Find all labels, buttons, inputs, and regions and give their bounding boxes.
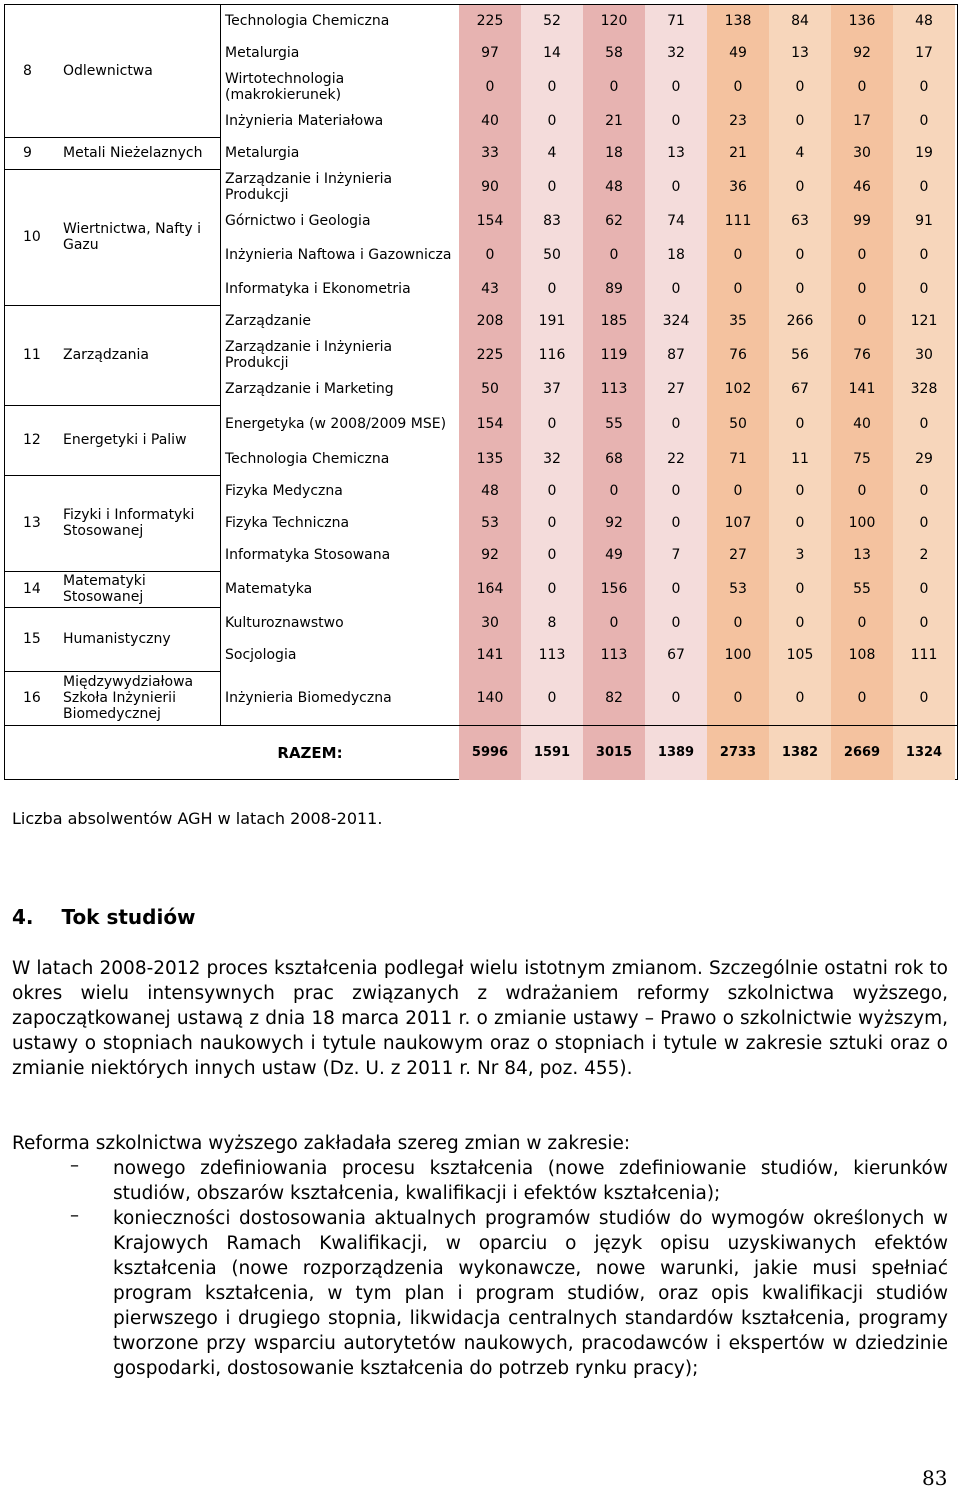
total-value-cell: 5996 (459, 726, 521, 780)
section-heading (12, 905, 196, 929)
table-row (221, 273, 955, 305)
specialization-cell: Zarządzanie i Inżynieria Produkcji (225, 339, 393, 371)
value-cell: 225 (459, 337, 521, 373)
value-cell: 19 (893, 137, 955, 169)
value-cell: 0 (521, 507, 583, 539)
value-cell: 18 (583, 137, 645, 169)
specialization-cell: Kulturoznawstwo (225, 615, 344, 631)
value-cell: 119 (583, 337, 645, 373)
table-row (221, 205, 955, 237)
specialization-cell: Górnictwo i Geologia (225, 213, 371, 229)
bullet-dash: – (70, 1155, 79, 1176)
specialization-cell: Energetyka (w 2008/2009 MSE) (225, 416, 447, 432)
total-value-cell: 2669 (831, 726, 893, 780)
specialization-cell: Informatyka i Ekonometria (225, 281, 411, 297)
table-row (221, 539, 955, 571)
value-cell: 37 (521, 373, 583, 405)
value-cell: 17 (831, 105, 893, 137)
value-cell: 0 (645, 507, 707, 539)
value-cell: 18 (645, 237, 707, 273)
value-cell: 23 (707, 105, 769, 137)
value-cell: 0 (645, 405, 707, 443)
table-row (221, 337, 955, 373)
value-cell: 111 (893, 639, 955, 671)
specialization-cell: Socjologia (225, 647, 297, 663)
value-cell: 29 (893, 443, 955, 475)
specialization-cell: Zarządzanie (225, 313, 312, 329)
department-name: Metali Nieżelaznych (55, 137, 221, 169)
department-divider (5, 671, 221, 672)
department-number: 8 (23, 63, 32, 79)
department-name: Odlewnictwa (55, 5, 221, 137)
value-cell: 0 (831, 671, 893, 725)
value-cell: 90 (459, 169, 521, 205)
value-cell: 49 (583, 539, 645, 571)
table-row (221, 405, 955, 443)
table-row (221, 305, 955, 337)
value-cell: 0 (645, 105, 707, 137)
value-cell: 92 (831, 37, 893, 69)
value-cell: 0 (831, 273, 893, 305)
value-cell: 0 (521, 105, 583, 137)
value-cell: 191 (521, 305, 583, 337)
value-cell: 0 (893, 105, 955, 137)
table-row (221, 671, 955, 725)
value-cell: 0 (893, 69, 955, 105)
total-value-cell: 1324 (893, 726, 955, 780)
table-row (221, 105, 955, 137)
department-number: 13 (23, 515, 41, 531)
value-cell: 68 (583, 443, 645, 475)
value-cell: 0 (769, 169, 831, 205)
specialization-cell: Zarządzanie i Inżynieria Produkcji (225, 171, 393, 203)
value-cell: 48 (893, 5, 955, 37)
value-cell: 0 (893, 571, 955, 607)
value-cell: 75 (831, 443, 893, 475)
table-row (221, 639, 955, 671)
graduates-table (4, 4, 958, 780)
value-cell: 138 (707, 5, 769, 37)
value-cell: 0 (583, 607, 645, 639)
specialization-cell: Wirtotechnologia (makrokierunek) (225, 71, 345, 103)
value-cell: 21 (707, 137, 769, 169)
value-cell: 49 (707, 37, 769, 69)
specialization-cell: Metalurgia (225, 145, 300, 161)
value-cell: 48 (459, 475, 521, 507)
department-number: 14 (23, 581, 41, 597)
value-cell: 3 (769, 539, 831, 571)
value-cell: 102 (707, 373, 769, 405)
value-cell: 0 (707, 273, 769, 305)
department-divider (5, 405, 221, 406)
value-cell: 40 (831, 405, 893, 443)
value-cell: 0 (521, 273, 583, 305)
value-cell: 156 (583, 571, 645, 607)
section-title: Tok studiów (61, 905, 196, 929)
value-cell: 0 (831, 237, 893, 273)
value-cell: 87 (645, 337, 707, 373)
value-cell: 0 (769, 105, 831, 137)
department-name: Energetyki i Paliw (55, 405, 221, 475)
value-cell: 141 (459, 639, 521, 671)
value-cell: 82 (583, 671, 645, 725)
value-cell: 27 (645, 373, 707, 405)
value-cell: 0 (707, 607, 769, 639)
value-cell: 52 (521, 5, 583, 37)
value-cell: 50 (459, 373, 521, 405)
value-cell: 67 (645, 639, 707, 671)
value-cell: 4 (521, 137, 583, 169)
value-cell: 30 (893, 337, 955, 373)
total-value-cell: 1389 (645, 726, 707, 780)
page-number: 83 (922, 1466, 948, 1490)
value-cell: 0 (769, 571, 831, 607)
value-cell: 83 (521, 205, 583, 237)
value-cell: 43 (459, 273, 521, 305)
department-name: Humanistyczny (55, 607, 221, 671)
value-cell: 120 (583, 5, 645, 37)
bullet-dash: – (70, 1205, 79, 1226)
value-cell: 48 (583, 169, 645, 205)
value-cell: 0 (893, 237, 955, 273)
value-cell: 30 (459, 607, 521, 639)
value-cell: 0 (893, 671, 955, 725)
value-cell: 71 (645, 5, 707, 37)
department-name: Matematyki Stosowanej (55, 571, 221, 607)
value-cell: 0 (769, 237, 831, 273)
value-cell: 0 (893, 273, 955, 305)
department-number: 15 (23, 631, 41, 647)
value-cell: 116 (521, 337, 583, 373)
department-divider (5, 305, 221, 306)
value-cell: 113 (521, 639, 583, 671)
specialization-cell: Inżynieria Biomedyczna (225, 690, 392, 706)
specialization-cell: Inżynieria Naftowa i Gazownicza (225, 247, 452, 263)
department-divider (5, 571, 221, 572)
value-cell: 0 (893, 607, 955, 639)
value-cell: 266 (769, 305, 831, 337)
value-cell: 324 (645, 305, 707, 337)
value-cell: 99 (831, 205, 893, 237)
value-cell: 53 (459, 507, 521, 539)
value-cell: 0 (521, 671, 583, 725)
value-cell: 113 (583, 373, 645, 405)
table-row (221, 607, 955, 639)
value-cell: 0 (893, 405, 955, 443)
table-row (221, 237, 955, 273)
value-cell: 0 (769, 507, 831, 539)
section-number: 4. (12, 905, 34, 929)
value-cell: 92 (583, 507, 645, 539)
value-cell: 46 (831, 169, 893, 205)
value-cell: 0 (583, 475, 645, 507)
value-cell: 0 (521, 539, 583, 571)
table-row (221, 507, 955, 539)
table-row (221, 475, 955, 507)
value-cell: 0 (645, 169, 707, 205)
value-cell: 136 (831, 5, 893, 37)
value-cell: 154 (459, 205, 521, 237)
value-cell: 185 (583, 305, 645, 337)
value-cell: 0 (893, 507, 955, 539)
value-cell: 58 (583, 37, 645, 69)
value-cell: 4 (769, 137, 831, 169)
value-cell: 55 (831, 571, 893, 607)
value-cell: 0 (893, 169, 955, 205)
value-cell: 40 (459, 105, 521, 137)
value-cell: 0 (459, 69, 521, 105)
specialization-cell: Metalurgia (225, 45, 300, 61)
value-cell: 50 (707, 405, 769, 443)
value-cell: 0 (645, 671, 707, 725)
value-cell: 135 (459, 443, 521, 475)
value-cell: 63 (769, 205, 831, 237)
value-cell: 89 (583, 273, 645, 305)
table-caption: Liczba absolwentów AGH w latach 2008-2011. (12, 809, 383, 828)
table-row (221, 37, 955, 69)
department-name: Fizyki i Informatyki Stosowanej (55, 475, 221, 571)
table-row (221, 69, 955, 105)
value-cell: 76 (707, 337, 769, 373)
table-row (221, 571, 955, 607)
value-cell: 107 (707, 507, 769, 539)
department-divider (5, 137, 221, 138)
value-cell: 0 (769, 475, 831, 507)
value-cell: 105 (769, 639, 831, 671)
department-name: Wiertnictwa, Nafty i Gazu (55, 169, 221, 305)
value-cell: 0 (769, 69, 831, 105)
value-cell: 67 (769, 373, 831, 405)
value-cell: 0 (645, 475, 707, 507)
value-cell: 84 (769, 5, 831, 37)
value-cell: 0 (521, 475, 583, 507)
value-cell: 0 (583, 69, 645, 105)
value-cell: 11 (769, 443, 831, 475)
specialization-cell: Matematyka (225, 581, 313, 597)
value-cell: 92 (459, 539, 521, 571)
value-cell: 328 (893, 373, 955, 405)
value-cell: 32 (521, 443, 583, 475)
value-cell: 0 (645, 69, 707, 105)
value-cell: 13 (769, 37, 831, 69)
value-cell: 91 (893, 205, 955, 237)
specialization-cell: Technologia Chemiczna (225, 451, 390, 467)
value-cell: 0 (459, 237, 521, 273)
department-name: Zarządzania (55, 305, 221, 405)
value-cell: 0 (831, 475, 893, 507)
value-cell: 14 (521, 37, 583, 69)
bullet-item: konieczności dostosowania aktualnych programów studiów do wymogów określonych w Krajowych Ramach Kwalifikacji, w oparciu o język opisu uzyskiwanych efektów kształcenia (nowe rozporządzenia wykonawcze, nowe warunki, jakie musi spełniać program kształcenia, w tym plan i program studiów, oraz opis kwalifikacji studiów pierwszego i drugiego stopnia, likwidacja centralnych standardów kształcenia, programy tworzone przy wsparciu autorytetów naukowych, pracodawców i ekspertów w dziedzinie gospodarki, dostosowanie kształcenia do potrzeb rynku pracy); (113, 1208, 948, 1379)
value-cell: 0 (893, 475, 955, 507)
value-cell: 121 (893, 305, 955, 337)
value-cell: 36 (707, 169, 769, 205)
value-cell: 100 (707, 639, 769, 671)
value-cell: 154 (459, 405, 521, 443)
value-cell: 0 (521, 69, 583, 105)
value-cell: 0 (831, 305, 893, 337)
value-cell: 0 (831, 607, 893, 639)
value-cell: 22 (645, 443, 707, 475)
department-divider (5, 169, 221, 170)
value-cell: 13 (831, 539, 893, 571)
value-cell: 71 (707, 443, 769, 475)
table-row (221, 373, 955, 405)
specialization-cell: Fizyka Techniczna (225, 515, 350, 531)
value-cell: 13 (645, 137, 707, 169)
department-divider (5, 607, 221, 608)
paragraph-intro: W latach 2008-2012 proces kształcenia podlegał wielu istotnym zmianom. Szczególnie ostatni rok to okres wielu intensywnych prac związanych z wdrażaniem reformy szkolnictwa wyższego, zapoczątkowanej ustawą z dnia 18 marca 2011 r. o zmianie ustawy – Prawo o szkolnictwie wyższym, ustawy o stopniach naukowych i tytule naukowym oraz o stopniach i tytule w zakresie sztuki oraz o zmianie niektórych innych ustaw (Dz. U. z 2011 r. Nr 84, poz. 455). (12, 958, 948, 1079)
value-cell: 0 (645, 571, 707, 607)
value-cell: 17 (893, 37, 955, 69)
specialization-cell: Inżynieria Materiałowa (225, 113, 384, 129)
value-cell: 33 (459, 137, 521, 169)
specialization-cell: Informatyka Stosowana (225, 547, 391, 563)
value-cell: 53 (707, 571, 769, 607)
value-cell: 0 (645, 273, 707, 305)
value-cell: 2 (893, 539, 955, 571)
value-cell: 97 (459, 37, 521, 69)
value-cell: 0 (707, 237, 769, 273)
department-number: 9 (23, 145, 32, 161)
value-cell: 27 (707, 539, 769, 571)
specialization-cell: Technologia Chemiczna (225, 13, 390, 29)
specialization-cell: Fizyka Medyczna (225, 483, 343, 499)
total-value-cell: 1382 (769, 726, 831, 780)
value-cell: 0 (521, 571, 583, 607)
total-value-cell: 2733 (707, 726, 769, 780)
value-cell: 0 (831, 69, 893, 105)
value-cell: 30 (831, 137, 893, 169)
value-cell: 0 (521, 405, 583, 443)
value-cell: 0 (769, 607, 831, 639)
value-cell: 141 (831, 373, 893, 405)
value-cell: 0 (583, 237, 645, 273)
value-cell: 225 (459, 5, 521, 37)
department-number: 16 (23, 690, 41, 706)
total-value-cell: 3015 (583, 726, 645, 780)
value-cell: 0 (707, 475, 769, 507)
value-cell: 74 (645, 205, 707, 237)
value-cell: 164 (459, 571, 521, 607)
value-cell: 32 (645, 37, 707, 69)
value-cell: 113 (583, 639, 645, 671)
total-value-cell: 1591 (521, 726, 583, 780)
department-number: 12 (23, 432, 41, 448)
value-cell: 0 (521, 169, 583, 205)
value-cell: 0 (769, 273, 831, 305)
department-number: 11 (23, 347, 41, 363)
table-row (221, 137, 955, 169)
value-cell: 76 (831, 337, 893, 373)
specialization-cell: Zarządzanie i Marketing (225, 381, 394, 397)
department-name: Międzywydziałowa Szkoła Inżynierii Biomedycznej (55, 671, 221, 725)
value-cell: 7 (645, 539, 707, 571)
value-cell: 56 (769, 337, 831, 373)
value-cell: 55 (583, 405, 645, 443)
value-cell: 108 (831, 639, 893, 671)
total-row (5, 725, 957, 780)
value-cell: 21 (583, 105, 645, 137)
value-cell: 0 (645, 607, 707, 639)
value-cell: 100 (831, 507, 893, 539)
total-label: RAZEM: (277, 744, 343, 762)
value-cell: 0 (707, 69, 769, 105)
bullet-item: nowego zdefiniowania procesu kształcenia (nowe zdefiniowanie studiów, kierunków studiów, obszarów kształcenia, kwalifikacji i efektów kształcenia); (113, 1158, 948, 1204)
value-cell: 0 (769, 405, 831, 443)
value-cell: 0 (707, 671, 769, 725)
value-cell: 140 (459, 671, 521, 725)
department-number: 10 (23, 229, 41, 245)
value-cell: 0 (769, 671, 831, 725)
paragraph-reform: Reforma szkolnictwa wyższego zakładała szereg zmian w zakresie: (12, 1133, 631, 1154)
value-cell: 208 (459, 305, 521, 337)
department-divider (5, 475, 221, 476)
value-cell: 50 (521, 237, 583, 273)
table-row (221, 169, 955, 205)
table-row (221, 5, 955, 37)
value-cell: 35 (707, 305, 769, 337)
table-row (221, 443, 955, 475)
value-cell: 62 (583, 205, 645, 237)
value-cell: 8 (521, 607, 583, 639)
value-cell: 111 (707, 205, 769, 237)
